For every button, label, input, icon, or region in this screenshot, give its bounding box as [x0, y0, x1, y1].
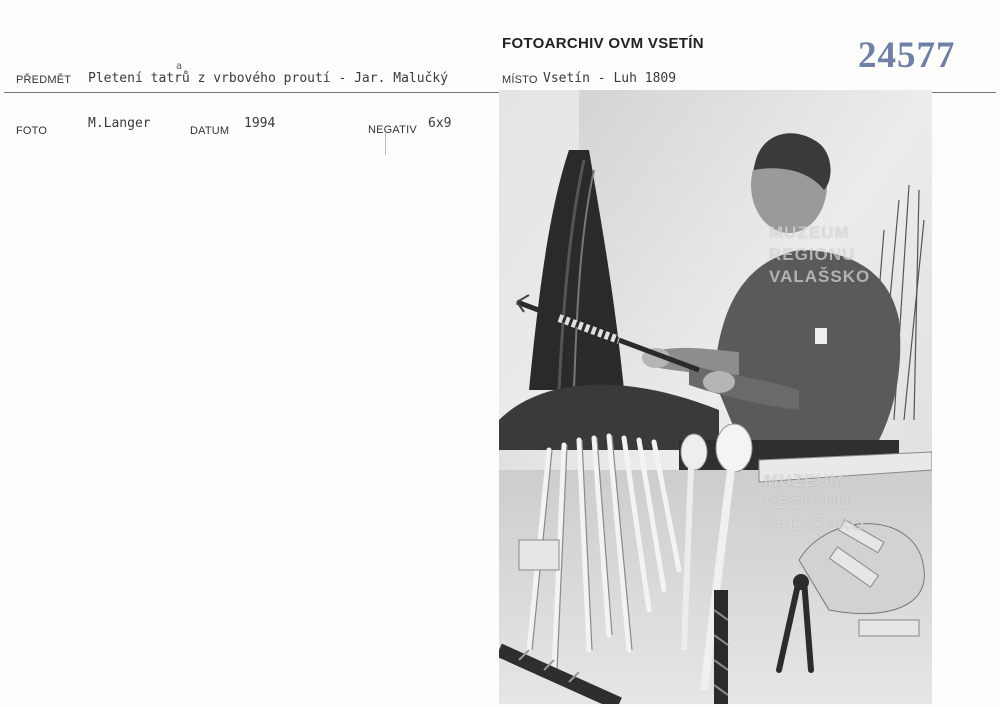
archive-photograph	[499, 90, 932, 704]
negative-label: NEGATIV	[368, 124, 417, 136]
watermark-line-1: MUZEUM	[764, 471, 845, 490]
museum-watermark-top	[769, 222, 870, 288]
field-divider	[385, 133, 386, 155]
place-value: Vsetín - Luh 1809	[543, 71, 677, 86]
watermark-line-3: VALAŠSKO	[764, 515, 866, 534]
subject-value: Pletení tatrů z vrbového proutí - Jar. Malučký	[88, 71, 449, 86]
negative-value: 6x9	[428, 116, 452, 131]
watermark-line-2: REGIONU	[764, 493, 851, 512]
photo-label: FOTO	[16, 125, 48, 137]
museum-watermark-bottom	[764, 470, 865, 536]
braided-handle	[714, 590, 728, 704]
watermark-line-3: VALAŠSKO	[769, 267, 871, 286]
date-label: DATUM	[190, 125, 230, 137]
handwritten-correction: a	[176, 61, 183, 72]
subject-label: PŘEDMĚT	[16, 74, 72, 86]
archive-title: FOTOARCHIV OVM VSETÍN	[502, 35, 704, 52]
date-value: 1994	[244, 116, 276, 131]
photo-illustration	[499, 90, 932, 704]
inventory-number-stamp: 24577	[858, 35, 956, 76]
watermark-line-1: MUZEUM	[769, 223, 850, 242]
place-label: MÍSTO	[502, 74, 538, 86]
watermark-line-2: REGIONU	[769, 245, 856, 264]
photographer-value: M.Langer	[88, 116, 151, 131]
